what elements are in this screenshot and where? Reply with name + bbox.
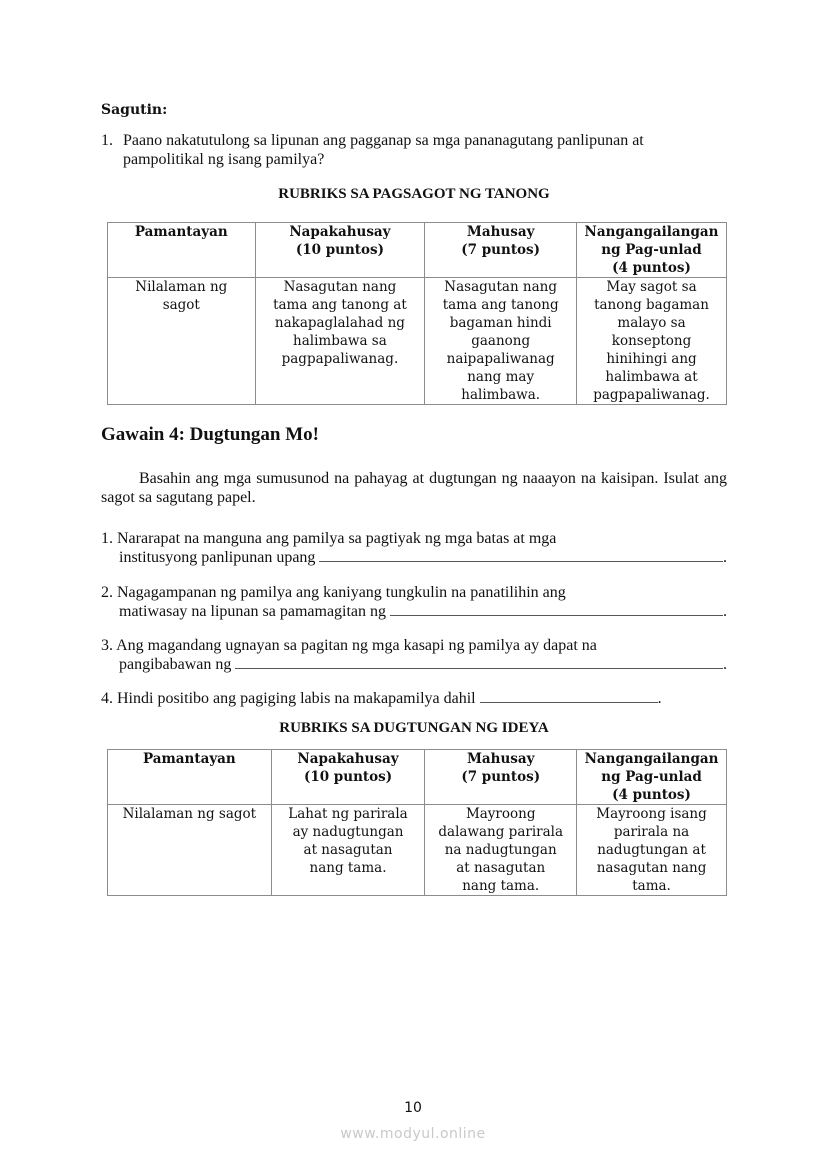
rubric-row <box>108 805 727 896</box>
fill-in-item-1: 1. Nararapat na manguna ang pamilya sa pagtiyak ng mga batas at mga institusyong panlipunan upang . <box>101 530 727 566</box>
rubric-title-1: RUBRIKS SA PAGSAGOT NG TANONG <box>278 186 550 202</box>
cell-napakahusay: Nasagutan nang tama ang tanong at nakapaglalahad ng halimbawa sa pagpapaliwanag. <box>255 278 425 405</box>
answer-blank-3[interactable] <box>235 656 723 669</box>
cell-criteria: Nilalaman ng sagot <box>108 278 256 405</box>
header-pamantayan: Pamantayan <box>108 223 256 278</box>
header-napakahusay: Napakahusay (10 puntos) <box>271 750 425 805</box>
question-1 <box>101 131 727 169</box>
fill-in-item-4: 4. Hindi positibo ang pagiging labis na makapamilya dahil . <box>101 690 662 707</box>
header-mahusay: Mahusay (7 puntos) <box>425 750 577 805</box>
rubric-row <box>108 278 727 405</box>
cell-criteria: Nilalaman ng sagot <box>108 805 272 896</box>
watermark-link[interactable]: www.modyul.online <box>340 1126 486 1142</box>
rubric-table-1 <box>107 222 727 405</box>
cell-napakahusay: Lahat ng parirala ay nadugtungan at nasagutan nang tama. <box>271 805 425 896</box>
fill-in-item-2: 2. Nagagampanan ng pamilya ang kaniyang tungkulin na panatilihin ang matiwasay na lipunan sa pamamagitan ng . <box>101 584 727 620</box>
answer-blank-2[interactable] <box>390 603 723 616</box>
header-pamantayan: Pamantayan <box>108 750 272 805</box>
gawain-title: Gawain 4: Dugtungan Mo! <box>101 424 319 445</box>
question-text: Paano nakatutulong sa lipunan ang pagganap sa mga pananagutang panlipunan at pampolitikal ng isang pamilya? <box>123 132 644 168</box>
cell-nangangailangan: May sagot sa tanong bagaman malayo sa konseptong hinihingi ang halimbawa at pagpapaliwanag. <box>577 278 727 405</box>
cell-mahusay: Mayroong dalawang parirala na nadugtungan at nasagutan nang tama. <box>425 805 577 896</box>
cell-nangangailangan: Mayroong isang parirala na nadugtungan at nasagutan nang tama. <box>577 805 727 896</box>
rubric-title-2: RUBRIKS SA DUGTUNGAN NG IDEYA <box>279 720 549 736</box>
header-nangangailangan: Nangangailangan ng Pag-unlad (4 puntos) <box>577 750 727 805</box>
cell-mahusay: Nasagutan nang tama ang tanong bagaman hindi gaanong naipapaliwanag nang may halimbawa. <box>425 278 577 405</box>
header-mahusay: Mahusay (7 puntos) <box>425 223 577 278</box>
answer-blank-4[interactable] <box>480 690 658 703</box>
rubric-table-2 <box>107 749 727 896</box>
rubric-header-row <box>108 223 727 278</box>
answer-blank-1[interactable] <box>319 549 723 562</box>
page-number: 10 <box>404 1100 422 1116</box>
instructions: Basahin ang mga sumusunod na pahayag at dugtungan ng naaayon na kaisipan. Isulat ang sagot sa sagutang papel. <box>101 470 727 506</box>
header-nangangailangan: Nangangailangan ng Pag-unlad (4 puntos) <box>577 223 727 278</box>
sagutin-heading: Sagutin: <box>101 102 168 118</box>
rubric-header-row <box>108 750 727 805</box>
question-number: 1. <box>101 132 113 149</box>
header-napakahusay: Napakahusay (10 puntos) <box>255 223 425 278</box>
fill-in-item-3: 3. Ang magandang ugnayan sa pagitan ng mga kasapi ng pamilya ay dapat na pangibabawan ng . <box>101 637 727 673</box>
